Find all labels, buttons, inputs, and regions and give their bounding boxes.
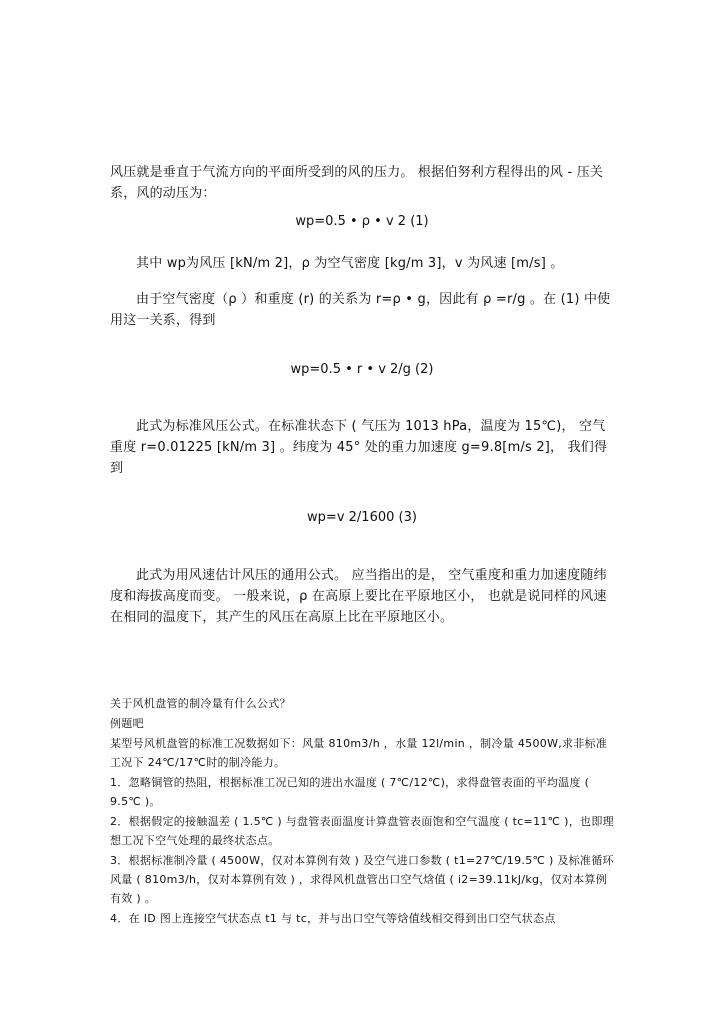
step-2: 2．根据假定的接触温差 ( 1.5℃ ) 与盘管表面温度计算盘管表面饱和空气温度 ( tc=11℃ )，也即理想工况下空气处理的最终状态点。 [110, 815, 614, 847]
example-label: 例题吧 [110, 717, 144, 730]
step-3: 3．根据标准制冷量 ( 4500W，仅对本算例有效 ) 及空气进口参数 ( t1=27℃/19.5℃ ) 及标准循环风量 ( 810m3/h，仅对本算例有效 ) ，求得风机盘管出口空气焓值 ( i2=39.11kJ/kg，仅对本算例有效 ) 。 [110, 854, 614, 905]
step-1: 1．忽略铜管的热阻，根据标准工况已知的进出水温度 ( 7℃/12℃)，求得盘管表面的平均温度 ( 9.5℃ )。 [110, 776, 590, 808]
question-heading: 关于风机盘管的制冷量有什么公式？ [110, 697, 291, 710]
paragraph-general-formula: 此式为用风速估计风压的通用公式。 应当指出的是， 空气重度和重力加速度随纬度和海拔高度而变。 一般来说，ρ 在高原上要比在平原地区小， 也就是说同样的风速在相同的温度下，其产生的风压在高原上比在平原地区小。 [110, 568, 607, 625]
example-intro: 某型号风机盘管的标准工况数据如下：风量 810m3/h ，水量 12l/min ，制冷量 4500W,求非标准工况下 24℃/17℃时的制冷能力。 [110, 737, 608, 769]
formula-3: wp=v 2/1600 (3) [307, 510, 417, 525]
paragraph-standard-formula: 此式为标准风压公式。在标准状态下 ( 气压为 1013 hPa，温度为 15℃)， 空气重度 r=0.01225 [kN/m 3] 。纬度为 45° 处的重力加速度 g=9.8[m/s 2]， 我们得到 [110, 419, 608, 476]
paragraph-density-relation: 由于空气密度（ρ ）和重度 (r) 的关系为 r=ρ • g，因此有 ρ =r/g 。在 (1) 中使用这一关系，得到 [110, 292, 611, 328]
paragraph-variable-definitions: 其中 wp为风压 [kN/m 2]，ρ 为空气密度 [kg/m 3]，v 为风速 [m/s] 。 [136, 256, 564, 271]
step-4: 4．在 ID 图上连接空气状态点 t1 与 tc，并与出口空气等焓值线相交得到出口空气状态点 [110, 912, 556, 925]
formula-1: wp=0.5 • ρ • v 2 (1) [295, 214, 429, 229]
formula-2: wp=0.5 • r • v 2/g (2) [290, 362, 434, 377]
paragraph-wind-pressure-definition: 风压就是垂直于气流方向的平面所受到的风的压力。 根据伯努利方程得出的风 - 压关系，风的动压为： [110, 165, 604, 201]
